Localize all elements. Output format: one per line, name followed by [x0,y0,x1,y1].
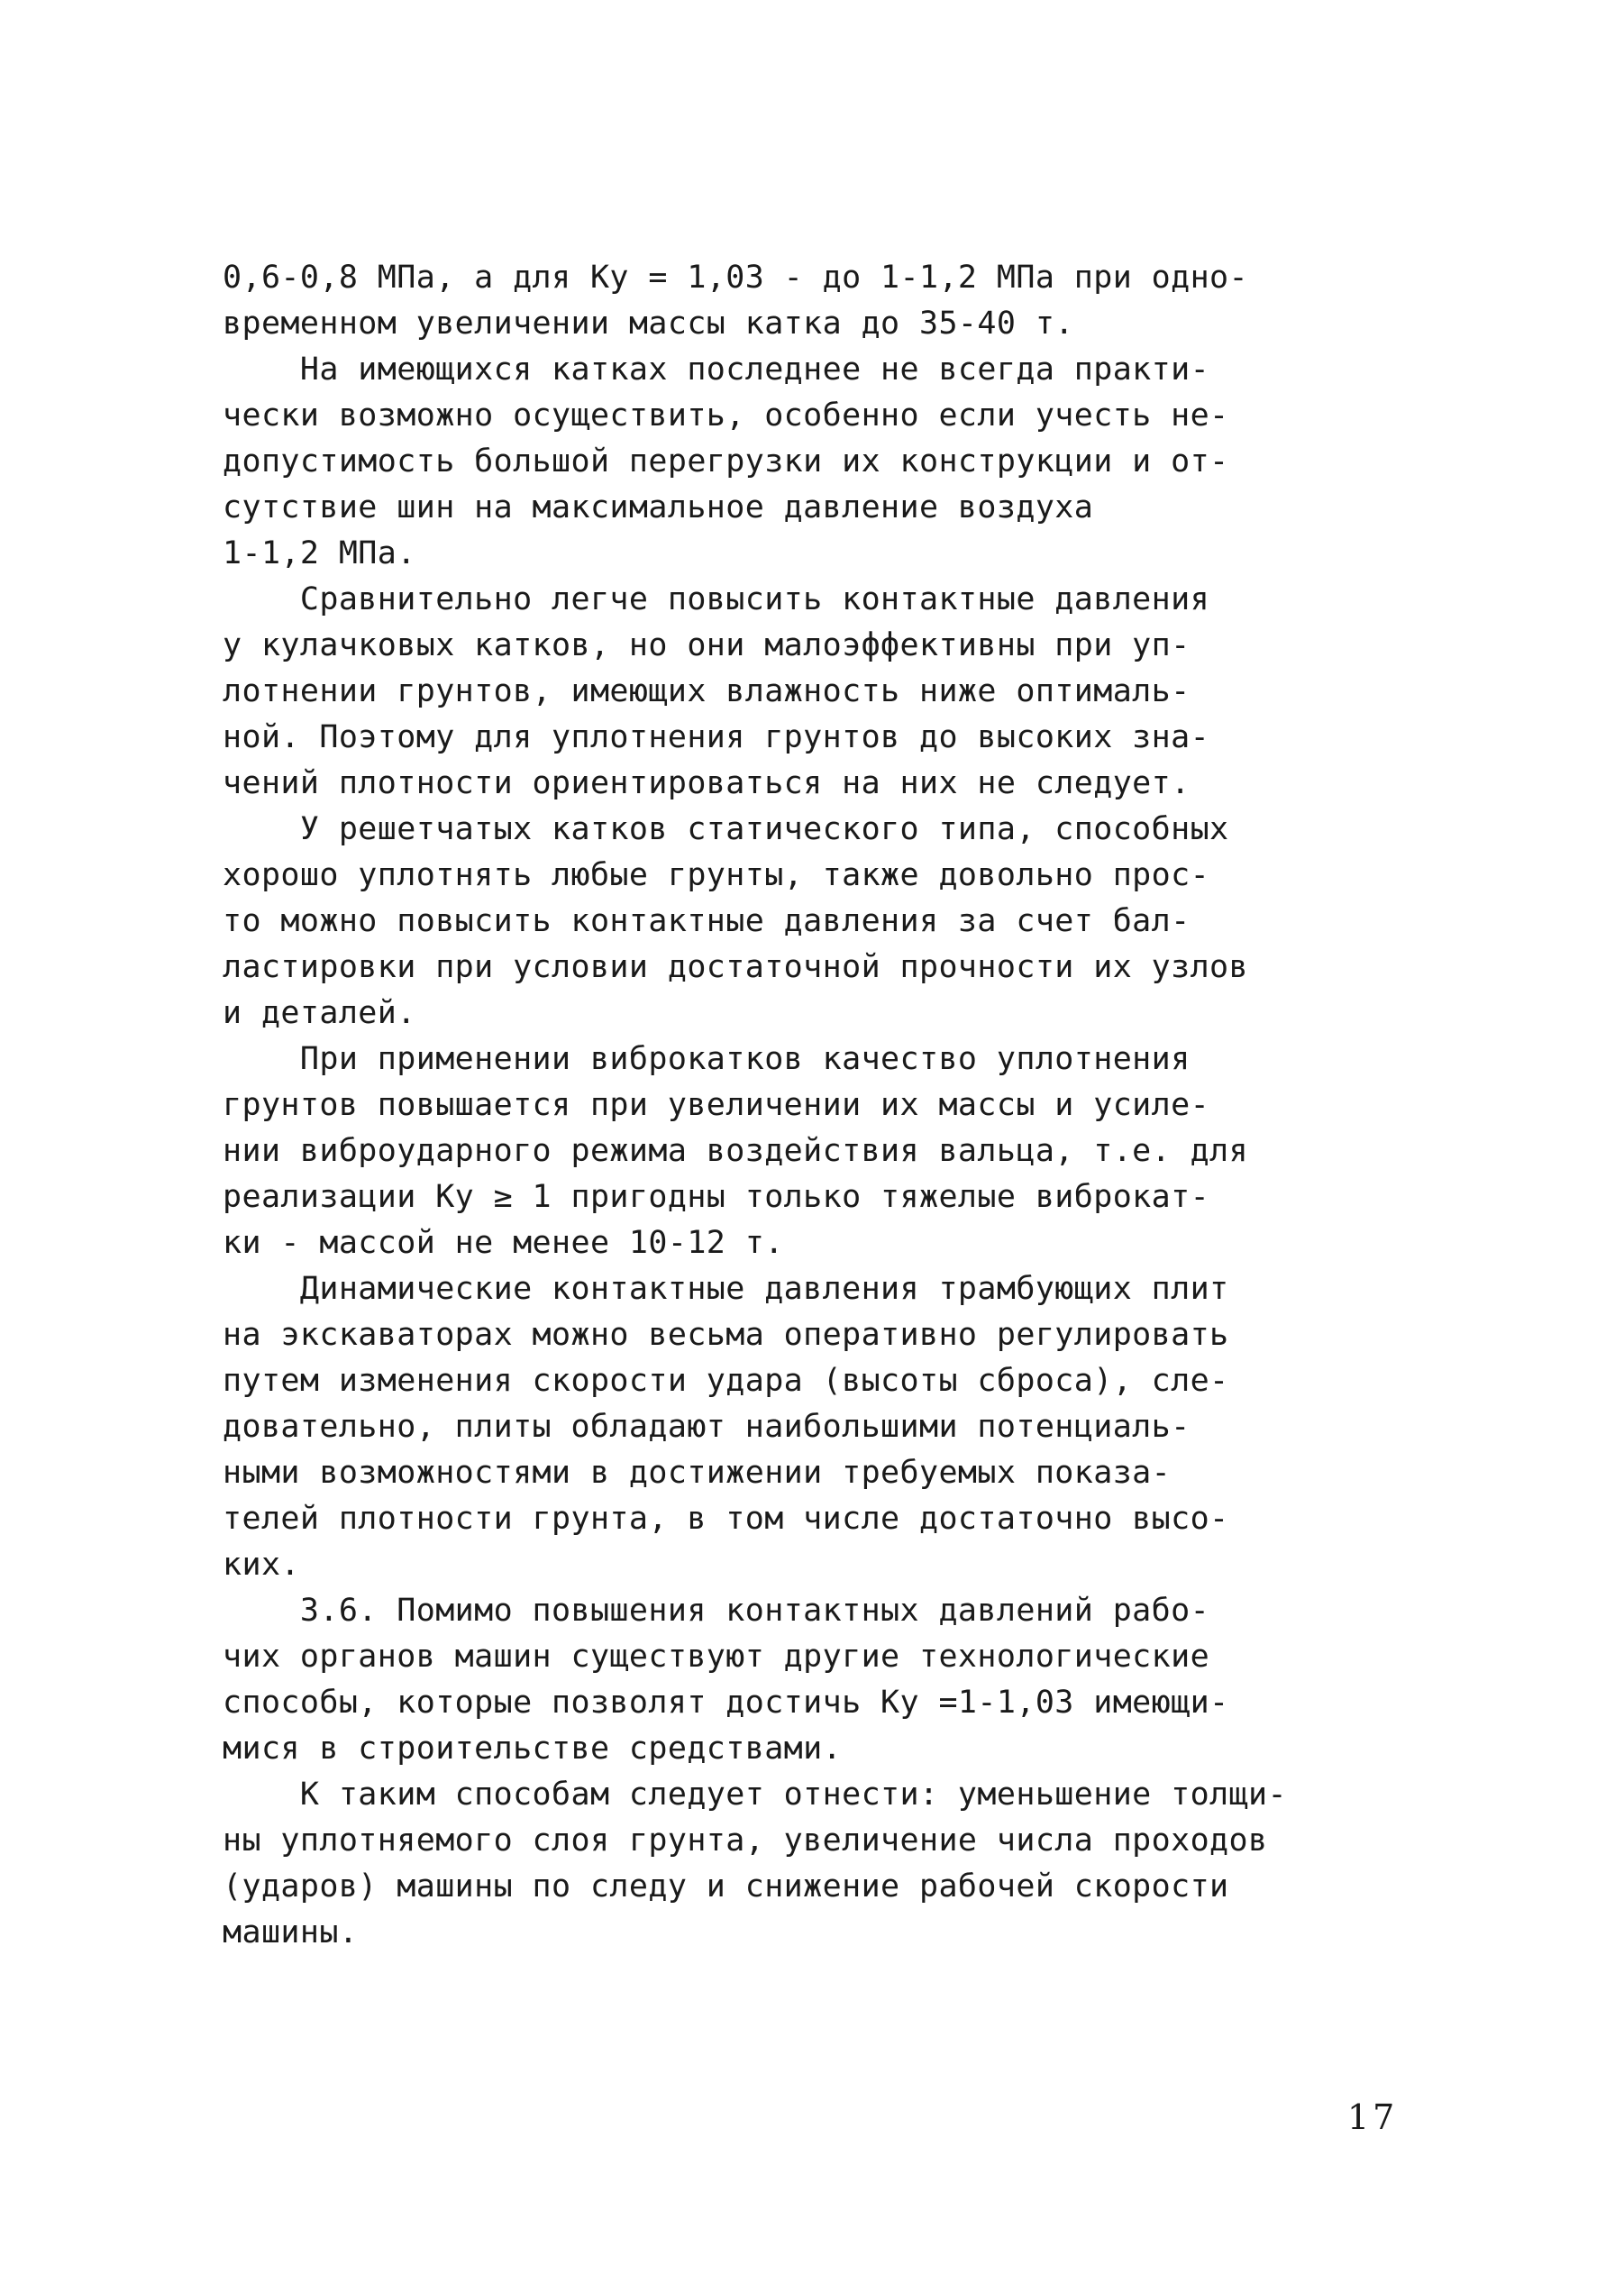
page-number: 17 [1347,2097,1399,2137]
text-line: хорошо уплотнять любые грунты, также довольно прос- [223,857,1210,893]
text-line: (ударов) машины по следу и снижение рабочей скорости [223,1868,1229,1905]
text-line: грунтов повышается при увеличении их массы и усиле- [223,1087,1210,1123]
text-line: на экскаваторах можно весьма оперативно регулировать [223,1317,1229,1353]
text-line: нии виброударного режима воздействия вальца, т.е. для [223,1133,1249,1169]
text-line: 0,6-0,8 МПа, а для Ку = 1,03 - до 1-1,2 МПа при одно- [223,260,1249,296]
text-line: чений плотности ориентироваться на них не следует. [223,765,1191,801]
text-line: Сравнительно легче повысить контактные давления [223,581,1210,617]
text-line: временном увеличении массы катка до 35-40 т. [223,306,1074,342]
text-line: довательно, плиты обладают наибольшими потенциаль- [223,1409,1191,1445]
text-line: На имеющихся катках последнее не всегда практи- [223,352,1210,388]
text-line: ными возможностями в достижении требуемых показа- [223,1455,1172,1491]
text-line: ластировки при условии достаточной прочности их узлов [223,949,1249,985]
text-line: При применении виброкатков качество уплотнения [223,1041,1191,1077]
text-line: ны уплотняемого слоя грунта, увеличение числа проходов [223,1823,1268,1859]
text-line: чих органов машин существуют другие технологические [223,1639,1210,1675]
text-line: и деталей. [223,995,416,1031]
text-line: 3.6. Помимо повышения контактных давлений рабо- [223,1593,1210,1629]
text-line: мися в строительстве средствами. [223,1731,843,1767]
text-line: сутствие шин на максимальное давление воздуха [223,489,1094,525]
text-line: ких. [223,1547,300,1583]
text-line: реализации Ку ≥ 1 пригодны только тяжелые виброкат- [223,1179,1210,1215]
text-line: лотнении грунтов, имеющих влажность ниже оптималь- [223,673,1191,709]
text-line: путем изменения скорости удара (высоты сброса), сле- [223,1363,1229,1399]
text-line: Динамические контактные давления трамбующих плит [223,1271,1229,1307]
text-line: ки - массой не менее 10-12 т. [223,1225,784,1261]
text-line: способы, которые позволят достичь Ку =1-1,03 имеющи- [223,1685,1229,1721]
text-line: телей плотности грунта, в том числе достаточно высо- [223,1501,1229,1537]
text-line: допустимость большой перегрузки их конструкции и от- [223,443,1229,480]
text-line: 1-1,2 МПа. [223,535,416,571]
text-line: ной. Поэтому для уплотнения грунтов до высоких зна- [223,719,1210,755]
text-line: чески возможно осуществить, особенно если учесть не- [223,397,1229,434]
text-line: то можно повысить контактные давления за счет бал- [223,903,1191,939]
text-line: У решетчатых катков статического типа, способных [223,811,1229,847]
text-line: К таким способам следует отнести: уменьшение толщи- [223,1777,1287,1813]
text-line: машины. [223,1914,359,1950]
text-line: у кулачковых катков, но они малоэффективны при уп- [223,627,1191,663]
